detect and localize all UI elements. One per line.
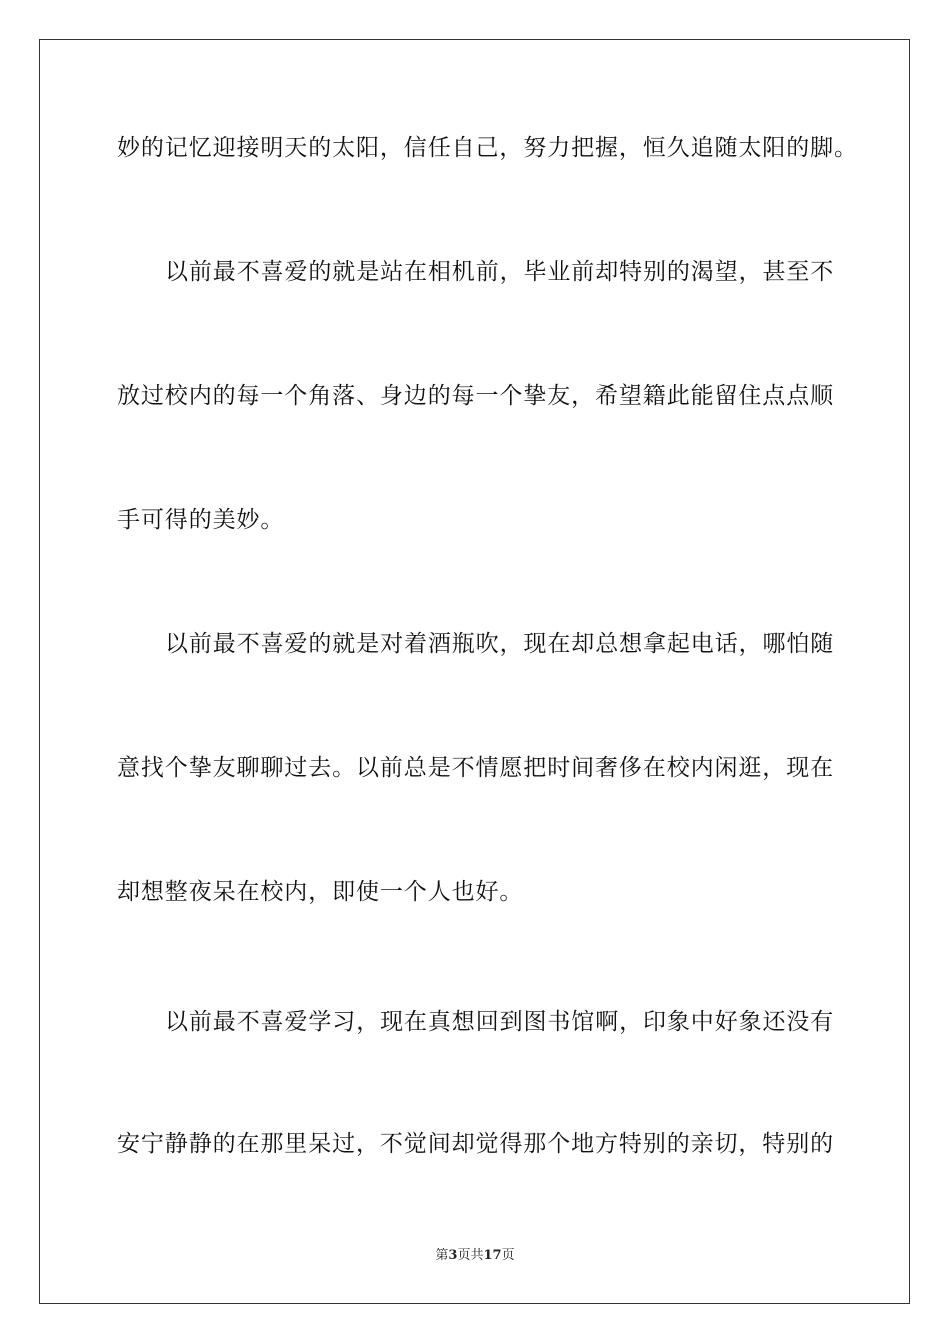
total-suffix: 页 bbox=[501, 1248, 515, 1263]
text-line-7: 却想整夜呆在校内，即使一个人也好。 bbox=[117, 879, 524, 905]
text-line-4: 手可得的美妙。 bbox=[117, 507, 285, 533]
paragraph-line-5: 以前最不喜爱的就是对着酒瓶吹，现在却总想拿起电话，哪怕随 bbox=[165, 631, 835, 657]
text-line-9: 安宁静静的在那里呆过，不觉间却觉得那个地方特别的亲切，特别的 bbox=[117, 1131, 834, 1157]
page-footer bbox=[0, 1247, 950, 1265]
page-number: 3 bbox=[448, 1248, 458, 1263]
total-prefix: 共 bbox=[470, 1248, 484, 1263]
paragraph-line-2: 以前最不喜爱的就是站在相机前，毕业前却特别的渴望，甚至不 bbox=[165, 259, 835, 285]
text-line-3: 放过校内的每一个角落、身边的每一个挚友，希望籍此能留住点点顺 bbox=[117, 383, 834, 409]
page-suffix: 页 bbox=[457, 1248, 471, 1263]
page-border bbox=[39, 39, 910, 1304]
total-pages: 17 bbox=[483, 1248, 502, 1263]
text-line-6: 意找个挚友聊聊过去。以前总是不情愿把时间奢侈在校内闲逛，现在 bbox=[117, 755, 834, 781]
text-line-1: 妙的记忆迎接明天的太阳，信任自己，努力把握，恒久追随太阳的脚。 bbox=[117, 135, 858, 161]
page-prefix: 第 bbox=[435, 1248, 449, 1263]
paragraph-line-8: 以前最不喜爱学习，现在真想回到图书馆啊，印象中好象还没有 bbox=[165, 1009, 835, 1035]
